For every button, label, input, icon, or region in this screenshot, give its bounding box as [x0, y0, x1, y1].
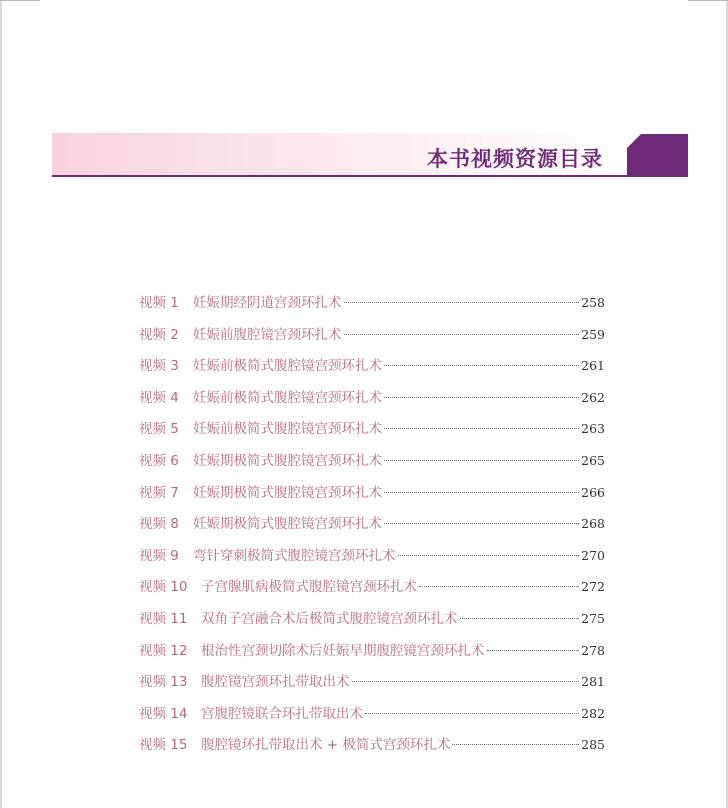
- toc-entry-title: 腹腔镜环扎带取出术 + 极简式宫颈环扎术: [201, 737, 451, 754]
- toc-leader-dots: [352, 681, 580, 682]
- toc-leader-dots: [384, 492, 579, 493]
- toc-entry-label: 视频 2: [139, 326, 179, 343]
- toc-entry-page: 278: [581, 642, 605, 658]
- toc-entry-label: 视频 15: [139, 737, 188, 754]
- toc-entry-title: 根治性宫颈切除术后妊娠早期腹腔镜宫颈环扎术: [201, 642, 485, 659]
- toc-entry-page: 262: [581, 389, 605, 405]
- toc-leader-dots: [344, 302, 580, 303]
- header-accent-notch: [627, 134, 641, 148]
- toc-entry[interactable]: [139, 577, 605, 609]
- toc-entry-page: 261: [581, 358, 605, 374]
- toc-leader-dots: [384, 428, 579, 429]
- toc-entry-title: 腹腔镜宫颈环扎带取出术: [201, 674, 350, 691]
- toc-entry-page: 281: [581, 674, 605, 690]
- toc-entry-page: 285: [581, 737, 605, 753]
- toc-entry[interactable]: [139, 325, 605, 357]
- video-toc-list: [139, 293, 605, 767]
- page-title: 本书视频资源目录: [427, 147, 603, 171]
- toc-entry-label: 视频 10: [139, 579, 188, 596]
- toc-entry-title: 弯针穿刺极简式腹腔镜宫颈环扎术: [193, 547, 396, 564]
- toc-entry-page: 275: [581, 610, 605, 626]
- toc-entry-page: 263: [581, 421, 605, 437]
- toc-entry[interactable]: [139, 672, 605, 704]
- toc-entry[interactable]: [139, 388, 605, 420]
- toc-entry-title: 妊娠期经阴道宫颈环扎术: [193, 295, 342, 311]
- toc-entry[interactable]: [139, 293, 605, 325]
- crop-mark-left: [0, 0, 40, 1]
- toc-entry[interactable]: [139, 419, 605, 451]
- toc-entry-page: 265: [581, 452, 605, 468]
- toc-entry-label: 视频 9: [139, 547, 179, 564]
- header-rule: [52, 175, 688, 177]
- toc-entry-title: 妊娠期极简式腹腔镜宫颈环扎术: [193, 516, 382, 533]
- toc-entry-title: 宫腹腔镜联合环扎带取出术: [201, 705, 363, 722]
- toc-entry[interactable]: [139, 704, 605, 736]
- toc-leader-dots: [452, 744, 579, 745]
- toc-entry-title: 妊娠期极简式腹腔镜宫颈环扎术: [193, 484, 382, 501]
- toc-entry[interactable]: [139, 609, 605, 641]
- toc-entry-page: 258: [581, 295, 605, 310]
- toc-leader-dots: [487, 650, 580, 651]
- toc-entry-page: 268: [581, 516, 605, 532]
- toc-entry-title: 子宫腺肌病极简式腹腔镜宫颈环扎术: [201, 579, 417, 596]
- toc-entry-label: 视频 11: [139, 610, 188, 627]
- toc-entry-title: 妊娠前极简式腹腔镜宫颈环扎术: [193, 389, 382, 406]
- toc-entry-title: 妊娠前极简式腹腔镜宫颈环扎术: [193, 421, 382, 438]
- toc-entry-label: 视频 6: [139, 452, 179, 469]
- toc-entry-title: 妊娠前腹腔镜宫颈环扎术: [193, 326, 342, 343]
- toc-entry[interactable]: [139, 735, 605, 767]
- toc-entry-label: 视频 13: [139, 674, 188, 691]
- toc-entry-page: 270: [581, 547, 605, 563]
- toc-leader-dots: [384, 460, 579, 461]
- toc-entry-label: 视频 3: [139, 358, 179, 375]
- toc-entry-page: 259: [581, 326, 605, 342]
- toc-leader-dots: [344, 334, 580, 335]
- toc-leader-dots: [384, 365, 579, 366]
- toc-entry-label: 视频 5: [139, 421, 179, 438]
- toc-leader-dots: [419, 586, 579, 587]
- toc-entry-label: 视频 7: [139, 484, 179, 501]
- toc-leader-dots: [460, 618, 580, 619]
- toc-leader-dots: [384, 397, 579, 398]
- toc-entry-page: 272: [581, 579, 605, 595]
- toc-entry[interactable]: [139, 483, 605, 515]
- toc-entry[interactable]: [139, 514, 605, 546]
- toc-entry-label: 视频 14: [139, 705, 188, 722]
- toc-entry-page: 282: [581, 705, 605, 721]
- toc-entry-title: 双角子宫融合术后极简式腹腔镜宫颈环扎术: [201, 610, 458, 627]
- crop-mark-right: [688, 0, 728, 1]
- toc-entry-label: 视频 4: [139, 389, 179, 406]
- toc-entry[interactable]: [139, 451, 605, 483]
- toc-leader-dots: [365, 713, 579, 714]
- toc-entry-page: 266: [581, 484, 605, 500]
- toc-entry-title: 妊娠期极简式腹腔镜宫颈环扎术: [193, 452, 382, 469]
- toc-entry[interactable]: [139, 641, 605, 673]
- toc-leader-dots: [384, 523, 579, 524]
- toc-entry-label: 视频 12: [139, 642, 188, 659]
- page-edge-left: [0, 0, 2, 808]
- toc-entry-label: 视频 8: [139, 516, 179, 533]
- toc-leader-dots: [398, 555, 580, 556]
- toc-entry[interactable]: [139, 546, 605, 578]
- toc-entry-title: 妊娠前极简式腹腔镜宫颈环扎术: [193, 358, 382, 375]
- toc-entry[interactable]: [139, 356, 605, 388]
- toc-entry-label: 视频 1: [139, 295, 179, 311]
